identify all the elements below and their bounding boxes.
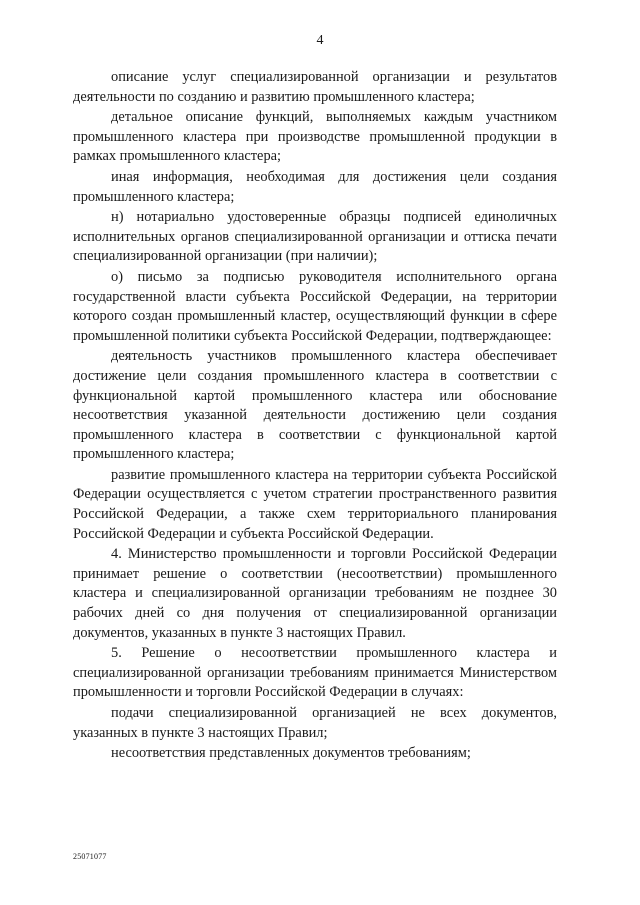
paragraph: несоответствия представленных документов требованиям; (111, 745, 471, 762)
document-body (73, 68, 557, 764)
paragraph: 5. Решение о несоответствии промышленного кластера и специализированной организации требованиям принимается Министерством промышленности и торговли Российской Федерации в случаях: (73, 645, 557, 701)
paragraph: развитие промышленного кластера на территории субъекта Российской Федерации осуществляется с учетом стратегии пространственного развития Российской Федерации, а также схем территориального планирования Российской Федерации и субъекта Российской Федерации. (73, 466, 557, 542)
paragraph: деятельность участников промышленного кластера обеспечивает достижение цели создания промышленного кластера в соответствии с функциональной картой промышленного кластера или обоснование несоответствия указанной деятельности достижению цели создания промышленного кластера в соответствии с функциональной картой промышленного кластера; (73, 348, 557, 463)
paragraph: описание услуг специализированной организации и результатов деятельности по созданию и развитию промышленного кластера; (73, 69, 557, 105)
paragraph: детальное описание функций, выполняемых каждым участником промышленного кластера при производстве промышленной продукции в рамках промышленного кластера; (73, 109, 557, 165)
document-code: 25071077 (73, 852, 107, 861)
page-number: 4 (316, 33, 324, 48)
paragraph: о) письмо за подписью руководителя исполнительного органа государственной власти субъекта Российской Федерации, на территории которого создан промышленный кластер, осуществляющий функции в сфере промышленной политики субъекта Российской Федерации, подтверждающее: (73, 268, 557, 344)
paragraph: н) нотариально удостоверенные образцы подписей единоличных исполнительных органов специализированной организации и оттиска печати специализированной организации (при наличии); (73, 209, 557, 265)
paragraph: подачи специализированной организацией не всех документов, указанных в пункте 3 настоящих Правил; (73, 705, 557, 741)
paragraph: 4. Министерство промышленности и торговли Российской Федерации принимает решение о соответствии (несоответствии) промышленного кластера и специализированной организации требованиям не позднее 30 рабочих дней со дня получения от специализированной организации документов, указанных в пункте 3 настоящих Правил. (73, 546, 557, 641)
paragraph: иная информация, необходимая для достижения цели создания промышленного кластера; (73, 168, 557, 205)
